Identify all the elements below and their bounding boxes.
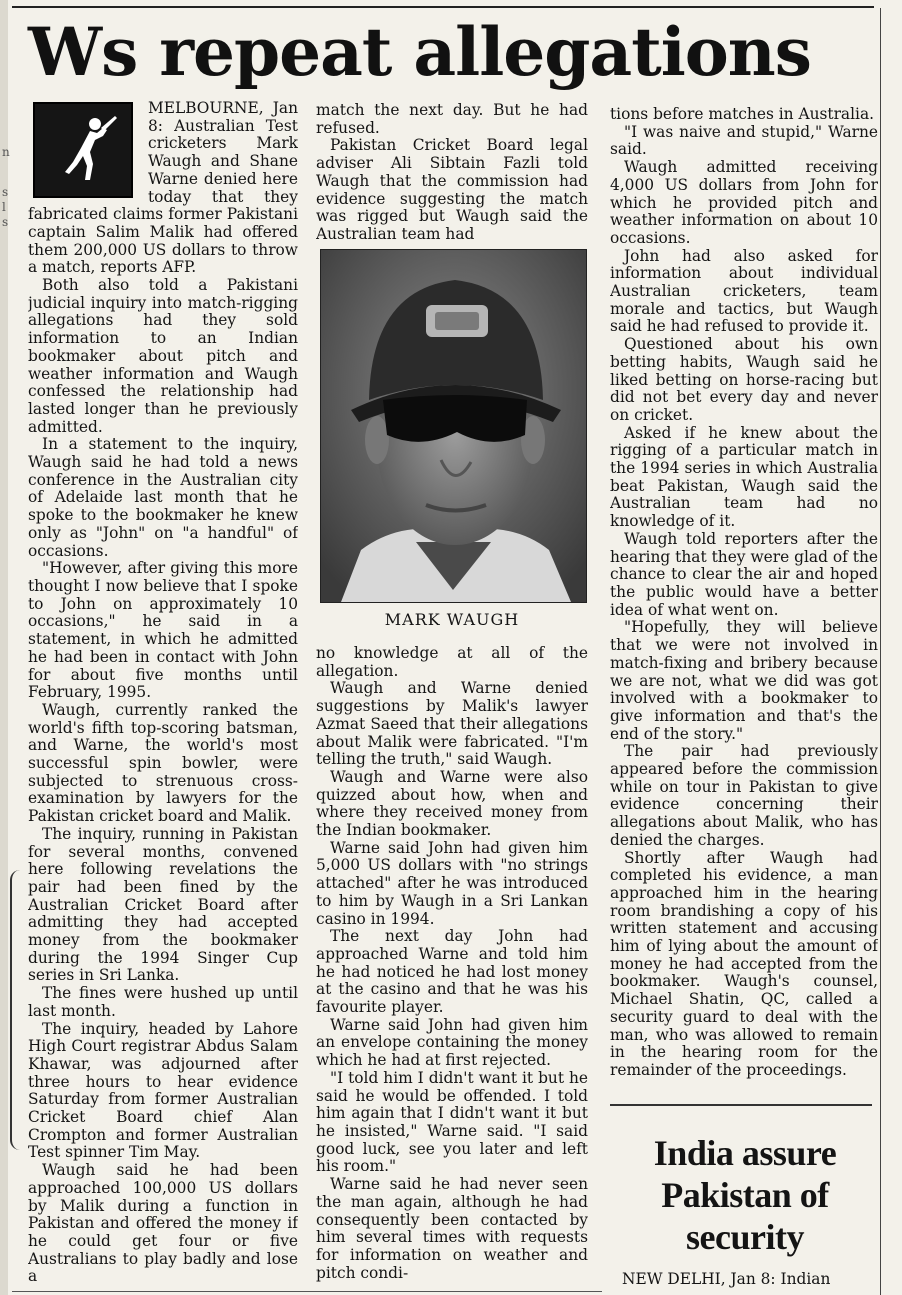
paragraph: Asked if he knew about the rigging of a particular match in the 1994 series in which Australia beat Pakistan, Waugh said the Australian team had no knowledge of it. bbox=[610, 423, 878, 531]
paragraph: MELBOURNE, Jan 8: Australian Test cricketers Mark Waugh and Shane Warne denied here today that they fabricated claims former Pakistani captain Salim Malik had offered them 200,000 US dollars to throw a match, reports AFP. bbox=[28, 100, 298, 277]
paragraph: The fines were hushed up until last month. bbox=[28, 984, 298, 1020]
cricket-batsman-icon bbox=[43, 110, 123, 190]
paragraph: Questioned about his own betting habits, Waugh said he liked betting on horse-racing but did not bet every day and never on cricket. bbox=[610, 335, 878, 424]
bottom-rule bbox=[12, 1291, 602, 1292]
paragraph: "Hopefully, they will believe that we were not involved in match-fixing and bribery because we are not, what we did was got involved with a bookmaker to give information and that's the end of the story." bbox=[610, 618, 878, 743]
paragraph: Shortly after Waugh had completed his evidence, a man approached him in the hearing room brandishing a copy of his written statement and accusing him of lying about the amount of money he had accepted from the bookmaker. Waugh's counsel, Michael Shatin, QC, called a security guard to deal with the man, who was allowed to remain in the hearing room for the remainder of the proceedings. bbox=[610, 848, 878, 1079]
paragraph: Warne said he had never seen the man again, although he had consequently been contacted by him several times with requests for information on weather and pitch condi- bbox=[316, 1175, 588, 1282]
article-column-2-top bbox=[316, 102, 588, 247]
headline-line: India assure bbox=[653, 1133, 837, 1173]
paragraph: The pair had previously appeared before the commission while on tour in Pakistan to give evidence concerning their allegations about Malik, who has denied the charges. bbox=[610, 742, 878, 849]
paragraph: The inquiry, running in Pakistan for several months, convened here following revelations the pair had been fined by the Australian Cricket Board after admitting they had accepted money from the bookmaker during the 1994 Singer Cup series in Sri Lanka. bbox=[28, 824, 298, 985]
paragraph: Waugh told reporters after the hearing that they were glad of the chance to clear the air and hoped the public would have a better idea of what went on. bbox=[610, 529, 878, 619]
paragraph: John had also asked for information about individual Australian cricketers, team morale and tactics, but Waugh said he had refused to provide it. bbox=[610, 246, 878, 336]
paragraph: The next day John had approached Warne and told him he had noticed he had lost money at the casino and that he was his favourite player. bbox=[316, 927, 588, 1017]
paragraph: Waugh, currently ranked the world's fifth top-scoring batsman, and Warne, the world's most successful spin bowler, were subjected to strenuous cross-examination by lawyers for the Pakistan cricket board and Malik. bbox=[28, 700, 298, 826]
margin-mark: n bbox=[2, 145, 10, 159]
article-column-3 bbox=[610, 106, 878, 1106]
paragraph: In a statement to the inquiry, Waugh said he had told a news conference in the Australian city of Adelaide last month that he spoke to the bookmaker he knew only as "John" on "a handful" of occasions. bbox=[28, 435, 298, 560]
paragraph: Pakistan Cricket Board legal adviser Ali Sibtain Fazli told Waugh that the commission had evidence suggesting the match was rigged but Waugh said the Australian team had bbox=[316, 136, 588, 243]
paragraph: match the next day. But he had refused. bbox=[316, 102, 588, 137]
paragraph: Warne said John had given him 5,000 US dollars with "no strings attached" after he was introduced to him by Waugh in a Sri Lankan casino in 1994. bbox=[316, 838, 588, 928]
margin-mark: s bbox=[2, 215, 9, 229]
margin-bracket bbox=[10, 870, 20, 1150]
column-rule-right bbox=[880, 8, 881, 1295]
second-story-dateline: NEW DELHI, Jan 8: Indian bbox=[622, 1270, 831, 1288]
paragraph: Both also told a Pakistani judicial inquiry into match-rigging allegations had they sold information to an Indian bookmaker about pitch and weather information and Waugh confessed the relationship had lasted longer than he previously admitted. bbox=[28, 276, 298, 436]
photo-caption: MARK WAUGH bbox=[384, 610, 520, 629]
paragraph: Waugh said he had been approached 100,000 US dollars by Malik during a function in Pakistan and offered the money if he could get four or five Australians to play badly and lose a bbox=[28, 1161, 298, 1286]
paragraph: "I was naive and stupid," Warne said. bbox=[610, 122, 878, 159]
paragraph: Warne said John had given him an envelope containing the money which he had at first rejected. bbox=[316, 1015, 588, 1070]
paragraph: Waugh and Warne denied suggestions by Malik's lawyer Azmat Saeed that their allegations about Malik were fabricated. "I'm telling the truth," said Waugh. bbox=[316, 679, 588, 769]
second-story-headline bbox=[610, 1132, 880, 1262]
paragraph: tions before matches in Australia. bbox=[610, 106, 875, 123]
headline-line: Pakistan of bbox=[661, 1175, 829, 1215]
mark-waugh-photo bbox=[320, 249, 587, 603]
margin-mark: s bbox=[2, 185, 9, 199]
paragraph: "I told him I didn't want it but he said he would be offended. I told him again that I didn't want it but he insisted," Warne said. "I said good luck, see you later and left his room." bbox=[316, 1068, 588, 1176]
headline: Ws repeat allegations bbox=[28, 13, 811, 91]
article-column-1 bbox=[28, 100, 298, 1290]
article-column-2-bottom bbox=[316, 645, 588, 1290]
portrait-image bbox=[321, 250, 586, 602]
paragraph: Waugh admitted receiving 4,000 US dollars from John for which he provided pitch and weather information on about 10 occasions. bbox=[610, 158, 878, 247]
paragraph: Waugh and Warne were also quizzed about how, when and where they received money from the Indian bookmaker. bbox=[316, 767, 588, 840]
paragraph: "However, after giving this more thought I now believe that I spoke to John on approximately 10 occasions," he said in a statement, in which he admitted he had been in contact with John for about five months until February, 1995. bbox=[28, 559, 298, 702]
cricket-logo bbox=[28, 100, 138, 200]
headline-line: security bbox=[686, 1217, 804, 1257]
paragraph: The inquiry, headed by Lahore High Court registrar Abdus Salam Khawar, was adjourned after three hours to hear evidence Saturday from former Australian Cricket Board chief Alan Crompton and former Australian Test spinner Tim May. bbox=[28, 1019, 298, 1162]
margin-mark: l bbox=[2, 200, 6, 214]
paragraph: no knowledge at all of the allegation. bbox=[316, 645, 588, 680]
section-divider bbox=[610, 1104, 872, 1106]
